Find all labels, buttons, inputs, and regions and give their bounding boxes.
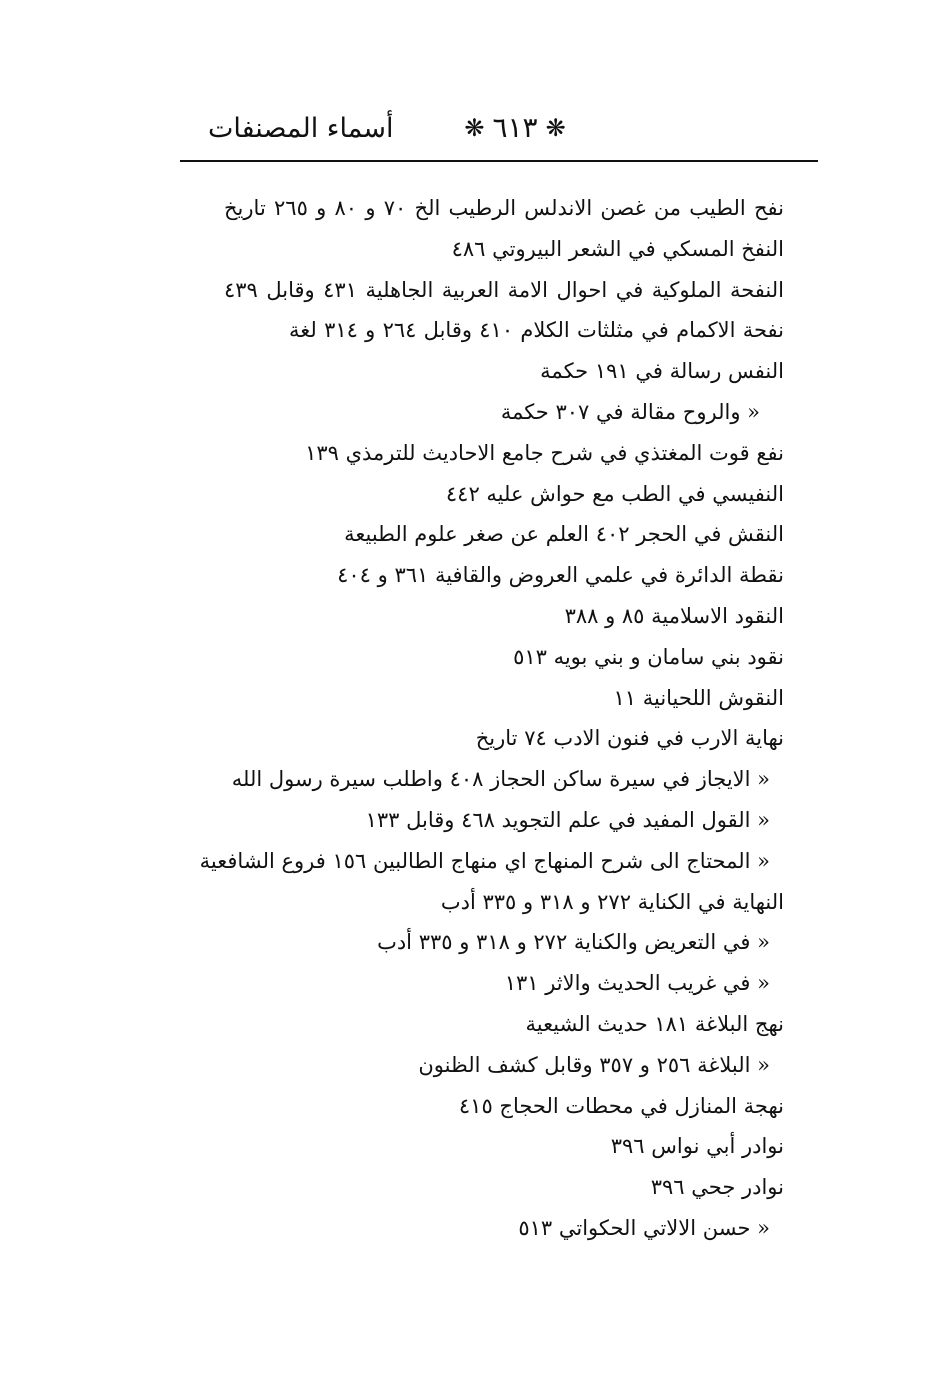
index-entry: نوادر جحي ٣٩٦ <box>650 1175 784 1200</box>
page-number: ٦١٣ <box>492 111 538 144</box>
index-entry: نفع قوت المغتذي في شرح جامع الاحاديث للترمذي ١٣٩ <box>305 440 784 465</box>
page-number-block <box>450 111 580 144</box>
index-entry: « البلاغة ٢٥٦ و ٣٥٧ وقابل كشف الظنون <box>418 1052 770 1077</box>
index-entry: نقطة الدائرة في علمي العروض والقافية ٣٦١ و ٤٠٤ <box>337 563 784 588</box>
index-entry: « القول المفيد في علم التجويد ٤٦٨ وقابل ١٣٣ <box>365 807 770 832</box>
index-entry: « المحتاج الى شرح المنهاج اي منهاج الطالبين ١٥٦ فروع الشافعية <box>199 848 770 873</box>
index-entry: « والروح مقالة في ٣٠٧ حكمة <box>500 399 760 424</box>
index-entry: « في التعريض والكناية ٢٧٢ و ٣١٨ و ٣٣٥ أدب <box>377 930 770 955</box>
index-entry: نفح الطيب من غصن الاندلس الرطيب الخ ٧٠ و ٨٠ و ٢٦٥ تاريخ <box>224 196 784 220</box>
index-entry: النقوش اللحيانية ١١ <box>613 685 784 710</box>
index-entry: نهج البلاغة ١٨١ حديث الشيعية <box>525 1011 784 1036</box>
index-entry: نقود بني سامان و بني بويه ٥١٣ <box>513 644 784 669</box>
index-entry: النقش في الحجر ٤٠٢ العلم عن صغر علوم الطبيعة <box>344 522 784 547</box>
index-entry: النهاية في الكناية ٢٧٢ و ٣١٨ و ٣٣٥ أدب <box>440 889 784 914</box>
index-entry: النفخ المسكي في الشعر البيروتي ٤٨٦ <box>451 236 784 261</box>
index-entry: « في غريب الحديث والاثر ١٣١ <box>504 971 770 996</box>
index-entry: نهجة المنازل في محطات الحجاج ٤١٥ <box>458 1093 784 1118</box>
index-entry: نوادر أبي نواس ٣٩٦ <box>610 1134 784 1159</box>
index-entry: نهاية الارب في فنون الادب ٧٤ تاريخ <box>475 726 784 751</box>
header-rule <box>180 160 818 162</box>
index-entry: « حسن الالاتي الحكواتي ٥١٣ <box>518 1215 770 1240</box>
ornament-right-icon: ❋ <box>545 113 566 142</box>
running-title: أسماء المصنفات <box>208 113 394 144</box>
index-entry: « الايجاز في سيرة ساكن الحجاز ٤٠٨ واطلب سيرة رسول الله <box>231 767 770 792</box>
index-entries <box>199 188 785 1249</box>
index-entry: النفحة الملوكية في احوال الامة العربية الجاهلية ٤٣١ وقابل ٤٣٩ <box>224 277 784 302</box>
index-entry: النفيسي في الطب مع حواش عليه ٤٤٢ <box>445 481 784 506</box>
index-entry: النقود الاسلامية ٨٥ و ٣٨٨ <box>564 603 784 628</box>
page-header <box>180 105 820 155</box>
ornament-left-icon: ❋ <box>464 113 485 142</box>
index-entry: نفحة الاكمام في مثلثات الكلام ٤١٠ وقابل ٢٦٤ و ٣١٤ لغة <box>289 318 785 343</box>
index-entry: النفس رسالة في ١٩١ حكمة <box>540 359 784 384</box>
